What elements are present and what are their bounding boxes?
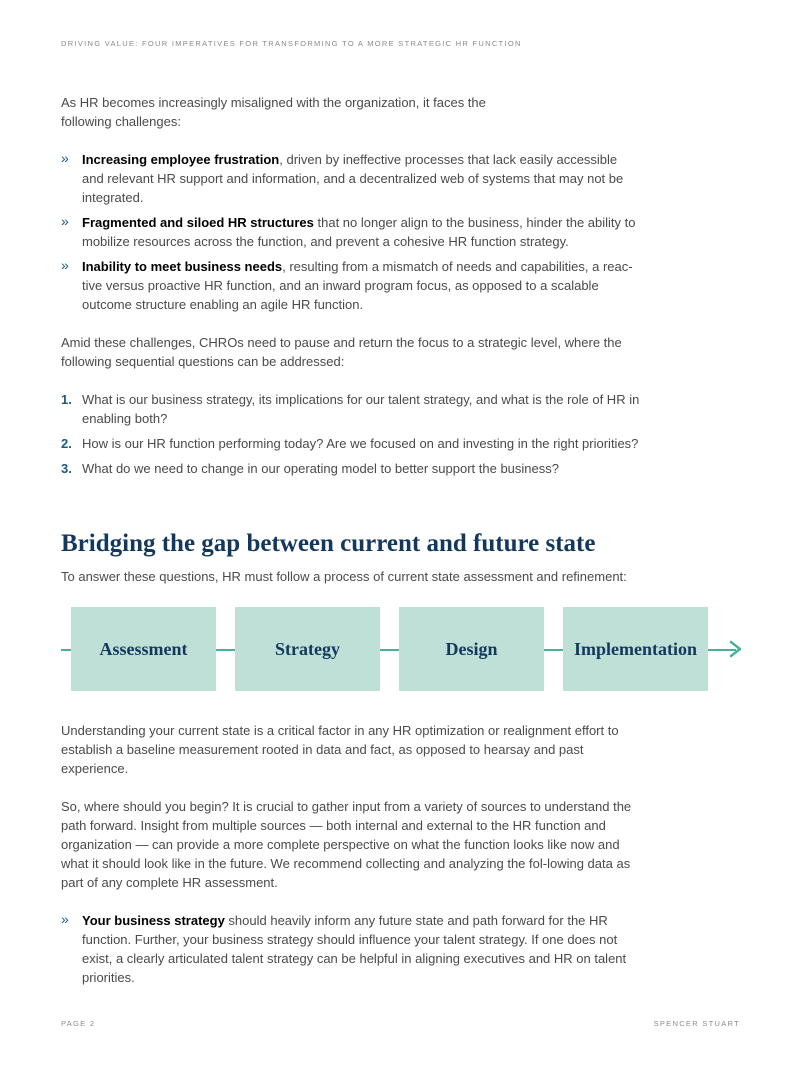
section-intro: To answer these questions, HR must follow a process of current state assessment and refinement: xyxy=(61,569,627,584)
connector-line xyxy=(61,649,71,651)
intro-line-1: As HR becomes increasingly misaligned with the organization, it faces the xyxy=(61,95,486,110)
challenges-list xyxy=(61,150,641,314)
challenge-text: that no longer align to the business, hinder the ability to mobilize resources across the function, and prevent a cohesive HR function strategy. xyxy=(82,215,636,249)
connector-line xyxy=(380,649,399,651)
data-title: Your business strategy xyxy=(82,913,225,928)
connector-line xyxy=(544,649,563,651)
process-diagram xyxy=(61,607,741,691)
connector-line xyxy=(216,649,235,651)
question-number: 2. xyxy=(61,436,72,451)
body-paragraph: So, where should you begin? It is crucial to gather input from a variety of sources to understand the path forward. Insight from multiple sources — both internal and external to the HR function and organization — can provide a more complete perspective on what the function looks like now and what it should look like in the future. We recommend collecting and analyzing the fol-lowing data as part of any complete HR assessment. xyxy=(61,799,632,890)
process-step-design: Design xyxy=(399,607,544,691)
running-header: DRIVING VALUE: FOUR IMPERATIVES FOR TRANSFORMING TO A MORE STRATEGIC HR FUNCTION xyxy=(61,39,522,48)
data-list xyxy=(61,911,641,987)
question-number: 1. xyxy=(61,392,72,407)
intro-line-2: following challenges: xyxy=(61,114,181,129)
body-section xyxy=(61,721,641,1006)
list-item xyxy=(61,150,641,207)
data-text: should heavily inform any future state and path forward for the HR function. Further, your business strategy should influence your talent strategy. If one does not exist, a clearly articulated talent strategy can be helpful in aligning executives and HR on talent priorities. xyxy=(82,913,627,985)
list-item xyxy=(61,213,641,251)
list-item xyxy=(61,257,641,314)
chevron-bullet-icon: » xyxy=(61,150,69,166)
process-step-assessment: Assessment xyxy=(71,607,216,691)
process-step-strategy: Strategy xyxy=(235,607,380,691)
list-item xyxy=(61,434,641,453)
chevron-bullet-icon: » xyxy=(61,213,69,229)
challenge-text: , resulting from a mismatch of needs and capabilities, a reac-tive versus proactive HR function, and an inward program focus, as opposed to a scalable outcome structure enabling an agile HR function. xyxy=(82,259,633,312)
page-number: PAGE 2 xyxy=(61,1019,96,1028)
question-text: What do we need to change in our operating model to better support the business? xyxy=(82,461,559,476)
challenge-text: , driven by ineffective processes that lack easily accessible and relevant HR support and information, and a decentralized web of systems that may not be integrated. xyxy=(82,152,624,205)
question-text: What is our business strategy, its implications for our talent strategy, and what is the role of HR in enabling both? xyxy=(82,392,640,426)
process-step-implementation: Implementation xyxy=(563,607,708,691)
challenge-title: Fragmented and siloed HR structures xyxy=(82,215,314,230)
list-item xyxy=(61,459,641,478)
arrow-right-icon xyxy=(729,640,743,658)
list-item xyxy=(61,911,641,987)
list-item xyxy=(61,390,641,428)
footer-brand: SPENCER STUART xyxy=(653,1019,740,1028)
intro-paragraph xyxy=(61,93,641,131)
section-heading: Bridging the gap between current and future state xyxy=(61,530,596,557)
question-text: How is our HR function performing today? Are we focused on and investing in the right priorities? xyxy=(82,436,639,451)
intro-section xyxy=(61,93,641,484)
chevron-bullet-icon: » xyxy=(61,911,69,927)
challenge-title: Increasing employee frustration xyxy=(82,152,280,167)
question-number: 3. xyxy=(61,461,72,476)
body-paragraph: Understanding your current state is a critical factor in any HR optimization or realignment effort to establish a baseline measurement rooted in data and fact, as opposed to hearsay and past experience. xyxy=(61,723,619,776)
chevron-bullet-icon: » xyxy=(61,257,69,273)
challenge-title: Inability to meet business needs xyxy=(82,259,283,274)
amid-paragraph: Amid these challenges, CHROs need to pause and return the focus to a strategic level, where the following sequential questions can be addressed: xyxy=(61,335,622,369)
questions-list xyxy=(61,390,641,478)
